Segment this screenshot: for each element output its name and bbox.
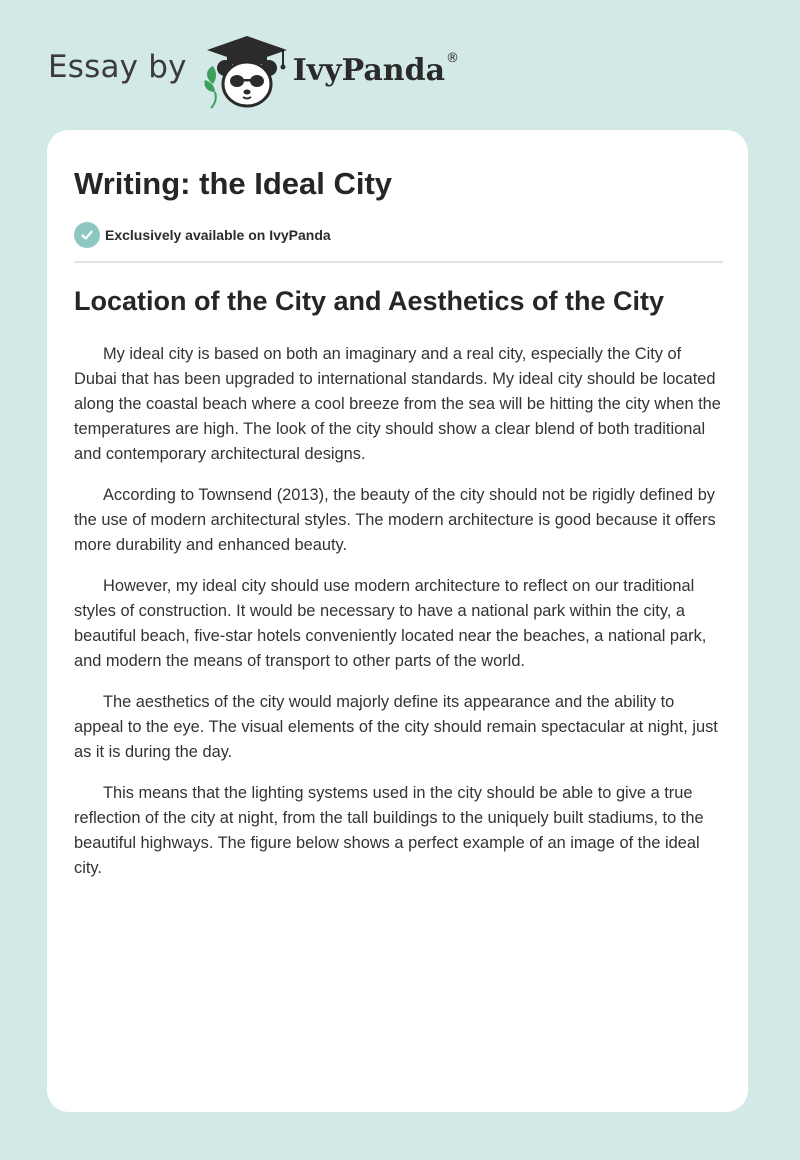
registered-mark: ® (446, 50, 460, 66)
essay-by-label: Essay by (48, 49, 187, 85)
section-heading: Location of the City and Aesthetics of the City (74, 286, 665, 316)
essay-card (47, 130, 748, 1112)
paragraph: However, my ideal city should use modern architecture to reflect on our traditional styles of construction. It would be necessary to have a national park within the city, a beautiful beach, five-star hotels conveniently located near the beaches, a national park, and modern the means of transport to other parts of the world. (74, 577, 707, 670)
divider (74, 261, 723, 263)
exclusive-label: Exclusively available on IvyPanda (105, 227, 331, 243)
essay-body (74, 342, 723, 897)
paragraph: This means that the lighting systems used in the city should be able to give a true reflection of the city at night, from the tall buildings to the uniquely built stadiums, to the beautiful highways. The figure below shows a perfect example of an image of the ideal city. (74, 784, 704, 877)
essay-title: Writing: the Ideal City (74, 166, 393, 201)
paragraph: The aesthetics of the city would majorly define its appearance and the ability to appeal to the eye. The visual elements of the city should remain spectacular at night, just as it is during the day. (74, 693, 718, 761)
paragraph: According to Townsend (2013), the beauty of the city should not be rigidly defined by the use of modern architectural styles. The modern architecture is good because it offers more durability and enhanced beauty. (74, 486, 716, 554)
paragraph: My ideal city is based on both an imaginary and a real city, especially the City of Dubai that has been upgraded to international standards. My ideal city should be located along the coastal beach where a cool breeze from the sea will be hitting the city when the temperatures are high. The look of the city should show a clear blend of both traditional and contemporary architectural designs. (74, 345, 721, 463)
exclusive-availability (74, 222, 331, 248)
check-circle-icon (74, 222, 100, 248)
site-header-brand[interactable] (48, 34, 459, 110)
panda-graduate-icon (203, 34, 291, 110)
brand-name: IvyPanda (292, 52, 446, 88)
